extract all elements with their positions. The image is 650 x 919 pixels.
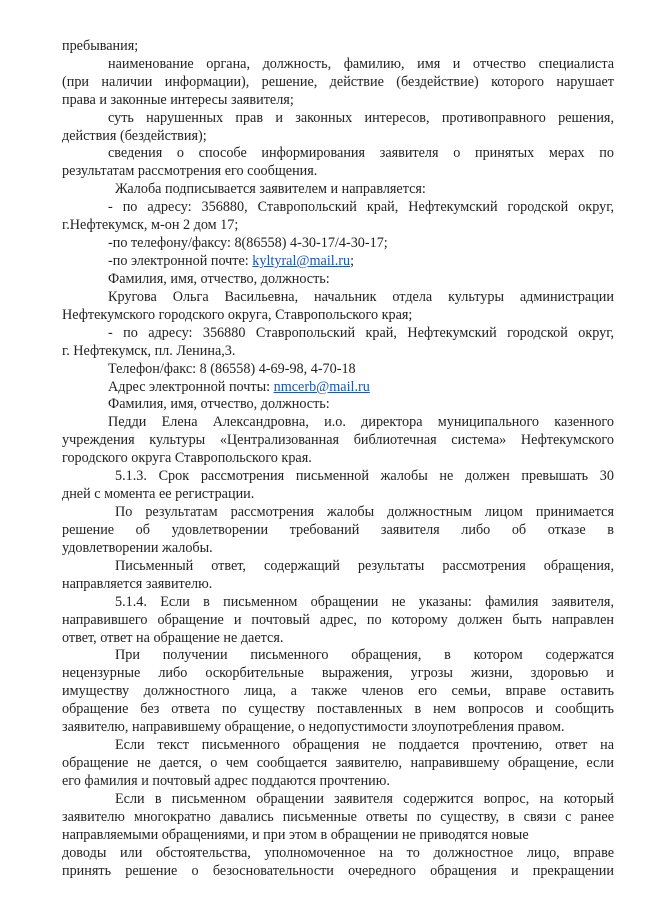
text-line: Если в письменном обращении заявителя содержится вопрос, на который bbox=[115, 791, 614, 807]
text-line: заявителю многократно давались письменные ответы по существу, в связи с ранее bbox=[62, 809, 614, 825]
text-line: его фамилия и почтовый адрес поддаются прочтению. bbox=[62, 773, 390, 789]
text-line: Телефон/факс: 8 (86558) 4-69-98, 4-70-18 bbox=[108, 361, 356, 377]
text-line: (при наличии информации), решение, действие (бездействие) которого нарушает bbox=[62, 74, 614, 90]
text-line: направляемыми обращениями, и при этом в обращении не приводятся новые bbox=[62, 827, 529, 843]
text-line: обращение не дается, о чем сообщается заявителю, направившему обращение, если bbox=[62, 755, 614, 771]
text-line: 5.1.3. Срок рассмотрения письменной жалобы не должен превышать 30 bbox=[115, 468, 614, 484]
text-line: нецензурные либо оскорбительные выражения, угрозы жизни, здоровью и bbox=[62, 665, 614, 681]
text-line: Кругова Ольга Васильевна, начальник отдела культуры администрации bbox=[108, 289, 614, 305]
text-line: права и законные интересы заявителя; bbox=[62, 92, 294, 108]
text-line bbox=[108, 379, 650, 397]
text-line: учреждения культуры «Централизованная библиотечная система» Нефтекумского bbox=[62, 432, 614, 448]
text-line: ответ, ответ на обращение не дается. bbox=[62, 630, 284, 646]
text-line: 5.1.4. Если в письменном обращении не указаны: фамилия заявителя, bbox=[115, 594, 614, 610]
text-line: сведения о способе информирования заявителя о принятых мерах по bbox=[108, 145, 614, 161]
text-line: удовлетворении жалобы. bbox=[62, 540, 213, 556]
text-line: - по адресу: 356880, Ставропольский край, Нефтекумский городской округ, bbox=[108, 199, 614, 215]
text-line: Фамилия, имя, отчество, должность: bbox=[108, 271, 330, 287]
text-line: Педди Елена Александровна, и.о. директора муниципального казенного bbox=[108, 414, 614, 430]
text-line: пребывания; bbox=[62, 38, 139, 54]
text-line: направляется заявителю. bbox=[62, 576, 213, 592]
text-line: решение об удовлетворении требований заявителя либо об отказе в bbox=[62, 522, 614, 538]
text-line: г.Нефтекумск, м-он 2 дом 17; bbox=[62, 217, 239, 233]
email-link-culture[interactable]: kyltyral@mail.ru bbox=[252, 253, 351, 269]
text-line: По результатам рассмотрения жалобы должностным лицом принимается bbox=[115, 504, 614, 520]
email-link-library[interactable]: nmcerb@mail.ru bbox=[273, 379, 370, 395]
text-line: дней с момента ее регистрации. bbox=[62, 486, 255, 502]
text-line: обращение без ответа по существу поставленных в нем вопросов и сообщить bbox=[62, 701, 614, 717]
text-line: Письменный ответ, содержащий результаты рассмотрения обращения, bbox=[115, 558, 614, 574]
text-line: - по адресу: 356880 Ставропольский край, Нефтекумский городской округ, bbox=[108, 325, 614, 341]
text-line: имуществу должностного лица, а также членов его семьи, вправе оставить bbox=[62, 683, 614, 699]
text-line: -по телефону/факсу: 8(86558) 4-30-17/4-30-17; bbox=[108, 235, 388, 251]
text-line: городского округа Ставропольского края. bbox=[62, 450, 312, 466]
text-line: доводы или обстоятельства, уполномоченное на то должностное лицо, вправе bbox=[62, 845, 614, 861]
email-label: -по электронной почте: bbox=[108, 253, 253, 269]
text-line: направившего обращение и почтовый адрес, по которому должен быть направлен bbox=[62, 612, 614, 628]
text-line: Фамилия, имя, отчество, должность: bbox=[108, 396, 330, 412]
text-line: принять решение о безосновательности очередного обращения и прекращении bbox=[62, 863, 614, 879]
text-line: наименование органа, должность, фамилию, имя и отчество специалиста bbox=[108, 56, 614, 72]
text-line: Если текст письменного обращения не поддается прочтению, ответ на bbox=[115, 737, 614, 753]
text-line: г. Нефтекумск, пл. Ленина,3. bbox=[62, 343, 236, 359]
text-line: суть нарушенных прав и законных интересов, противоправного решения, bbox=[108, 110, 614, 126]
text-line: результатам рассмотрения его сообщения. bbox=[62, 163, 318, 179]
text-line: Жалоба подписывается заявителем и направляется: bbox=[115, 181, 426, 197]
email-label: Адрес электронной почты: bbox=[108, 379, 274, 395]
text-line: Нефтекумского городского округа, Ставропольского края; bbox=[62, 307, 413, 323]
text-line: действия (бездействия); bbox=[62, 128, 207, 144]
text-line: -по электронной почте: kyltyral@mail.ru; bbox=[108, 253, 355, 269]
text-line: заявителю, направившему обращение, о недопустимости злоупотребления правом. bbox=[62, 719, 565, 735]
text-line: При получении письменного обращения, в котором содержатся bbox=[115, 647, 614, 663]
